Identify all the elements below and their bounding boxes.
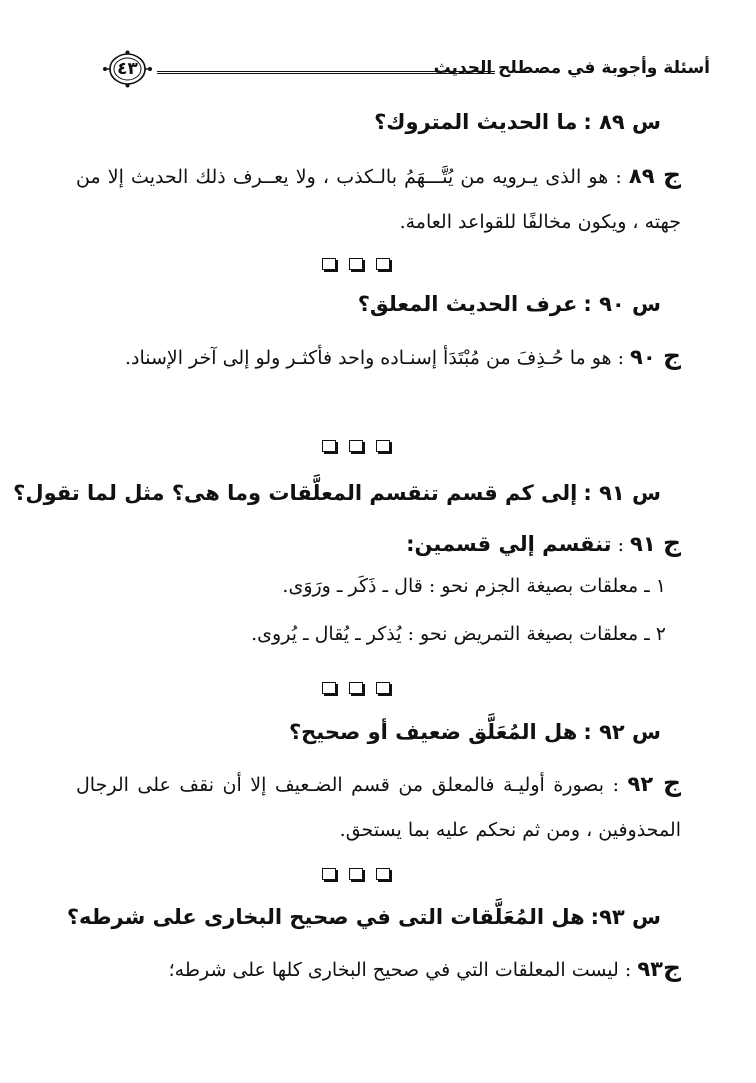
ornamental-box-icon (376, 440, 390, 452)
running-title: أسئلة وأجوبة في مصطلح الحديث (433, 58, 710, 78)
question-number: س ٩٢ : (583, 720, 661, 744)
answer-label: ج ٨٩ (628, 160, 682, 189)
answer-text: هو الذى يـرويه من يُتَّـــهَمُ بالـكذب ، ولا يعــرف ذلك الحديث إلا من جهته ، ويكون مخالفًا للقواعد العامة. (76, 166, 681, 233)
answer-number: ٩١ (630, 532, 656, 556)
ornamental-box-icon (376, 868, 390, 880)
answer-number: ٨٩ (628, 164, 655, 188)
question-text: عرف الحديث المعلق؟ (357, 292, 578, 316)
answer-text: هو ما حُـذِفَ من مُبْتَدَأ إسنـاده واحد فأكثـر ولو إلى آخر الإسناد. (124, 347, 612, 369)
ornamental-box-icon (322, 682, 336, 694)
question-text: هل المُعَلَّقات التى في صحيح البخارى على شرطه؟ (66, 905, 585, 929)
ornamental-box-icon (322, 258, 336, 270)
ornamental-box-icon (322, 868, 336, 880)
answer-number: ٩٠ (630, 345, 656, 369)
ornamental-box-icon (349, 868, 363, 880)
page-number: ٤٣ (117, 59, 138, 79)
section-separator (322, 258, 397, 274)
running-header (95, 44, 710, 104)
answer-text: تنقسم إلي قسمين: (406, 532, 612, 556)
answer-label: ج ٩١ (630, 528, 681, 557)
answer-89: ج ٨٩ : هو الذى يـرويه من يُتَّـــهَمُ بالـكذب ، ولا يعــرف ذلك الحديث إلا من جهته ، ويكون مخالفًا للقواعد العامة. (76, 160, 682, 233)
question-91 (13, 481, 661, 505)
answer-91: ج ٩١ : تنقسم إلي قسمين: (406, 528, 681, 557)
answer-label: ج٩٣ (637, 953, 681, 982)
question-text: ما الحديث المتروك؟ (374, 110, 578, 134)
answer-label: ج ٩٢ (627, 768, 682, 797)
question-number: س ٩٣: (590, 905, 661, 929)
ornamental-box-icon (349, 682, 363, 694)
question-text: هل المُعَلَّق ضعيف أو صحيح؟ (288, 720, 578, 744)
ornamental-box-icon (376, 682, 390, 694)
question-90 (358, 292, 661, 316)
ornamental-box-icon (376, 258, 390, 270)
section-separator (322, 440, 397, 456)
ornamental-box-icon (349, 440, 363, 452)
answer-label: ج ٩٠ (630, 341, 681, 370)
answer-text: بصورة أوليـة فالمعلق من قسم الضـعيف إلا أن نقف على الرجال المحذوفين ، ومن ثم نحكم عليه بما يستحق. (76, 774, 681, 841)
question-92 (289, 720, 661, 744)
answer-90: ج ٩٠ : هو ما حُـذِفَ من مُبْتَدَأ إسنـاده واحد فأكثـر ولو إلى آخر الإسناد. (124, 341, 681, 370)
answer-92: ج ٩٢ : بصورة أوليـة فالمعلق من قسم الضـعيف إلا أن نقف على الرجال المحذوفين ، ومن ثم نحكم عليه بما يستحق. (76, 768, 682, 841)
ornamental-box-icon (322, 440, 336, 452)
question-89 (374, 110, 661, 134)
section-separator (322, 868, 397, 884)
question-93 (67, 905, 661, 929)
answer-number: ٩٣ (637, 957, 663, 981)
answer-93: ج٩٣ : ليست المعلقات التي في صحيح البخارى كلها على شرطه؛ (168, 953, 681, 982)
ornamental-box-icon (349, 258, 363, 270)
list-item: ١ ـ معلقات بصيغة الجزم نحو : قال ـ ذَكَر ـ ورَوَى. (282, 575, 666, 597)
question-number: س ٨٩ : (583, 110, 661, 134)
page-number-emblem (100, 50, 155, 88)
question-text: إلى كم قسم تنقسم المعلَّقات وما هى؟ مثل لما تقول؟ (13, 481, 578, 505)
answer-number: ٩٢ (627, 772, 654, 796)
question-number: س ٩١ : (583, 481, 661, 505)
answer-text: ليست المعلقات التي في صحيح البخارى كلها على شرطه؛ (168, 959, 619, 981)
section-separator (322, 682, 397, 698)
question-number: س ٩٠ : (583, 292, 661, 316)
list-item: ٢ ـ معلقات بصيغة التمريض نحو : يُذكر ـ يُقال ـ يُروى. (251, 623, 666, 645)
